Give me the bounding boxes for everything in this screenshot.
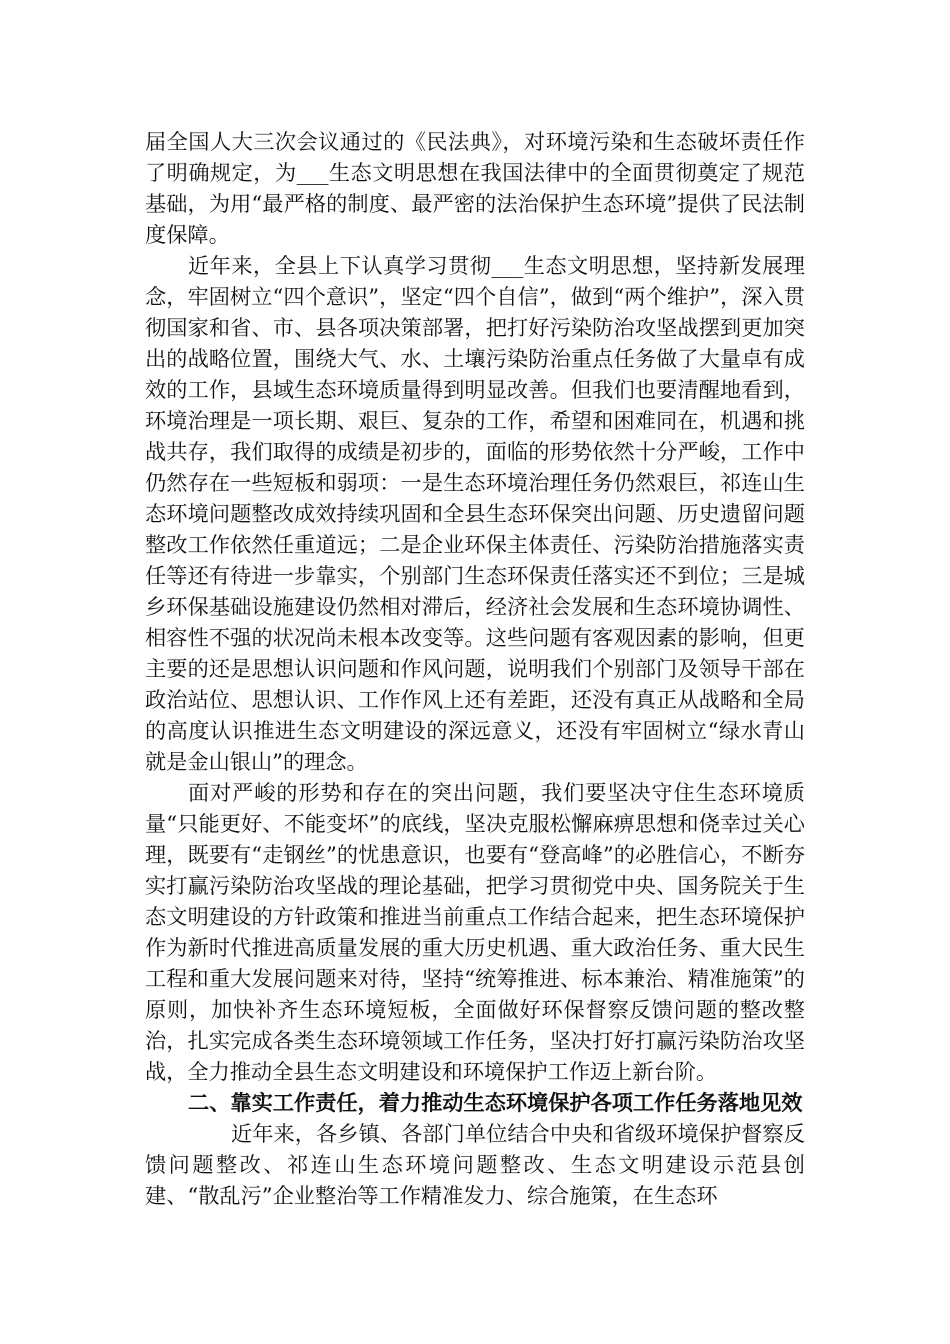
paragraph-continuation: 届全国人大三次会议通过的《民法典》，对环境污染和生态破坏责任作了明确规定，为___生态文明思想在我国法律中的全面贯彻奠定了规范基础，为用“最严格的制度、最严密的法治保护生态环境”提供了民法制度保障。 (145, 129, 805, 247)
paragraph-section-2-intro: 近年来，各乡镇、各部门单位结合中央和省级环境保护督察反馈问题整改、祁连山生态环境问题整改、生态文明建设示范县创建、“散乱污”企业整治等工作精准发力、综合施策，在生态环 (145, 1121, 805, 1208)
paragraph-response-measures: 面对严峻的形势和存在的突出问题，我们要坚决守住生态环境质量“只能更好、不能变坏”的底线，坚决克服松懈麻痹思想和侥幸过关心理，既要有“走钢丝”的忧患意识，也要有“登高峰”的必胜信心，不断夯实打赢污染防治攻坚战的理论基础，把学习贯彻党中央、国务院关于生态文明建设的方针政策和推进当前重点工作结合起来，把生态环境保护作为新时代推进高质量发展的重大历史机遇、重大政治任务、重大民生工程和重大发展问题来对待，坚持“统筹推进、标本兼治、精准施策”的原则，加快补齐生态环境短板，全面做好环保督察反馈问题的整改整治，扎实完成各类生态环境领域工作任务，坚决打好打赢污染防治攻坚战，全力推动全县生态文明建设和环境保护工作迈上新台阶。 (145, 780, 805, 1084)
paragraph-progress-and-problems: 近年来，全县上下认真学习贯彻___生态文明思想，坚持新发展理念，牢固树立“四个意识”，坚定“四个自信”，做到“两个维护”，深入贯彻国家和省、市、县各项决策部署，把打好污染防治攻坚战摆到更加突出的战略位置，围绕大气、水、土壤污染防治重点任务做了大量卓有成效的工作，县域生态环境质量得到明显改善。但我们也要清醒地看到，环境治理是一项长期、艰巨、复杂的工作，希望和困难同在，机遇和挑战共存，我们取得的成绩是初步的，面临的形势依然十分严峻，工作中仍然存在一些短板和弱项：一是生态环境治理任务仍然艰巨，祁连山生态环境问题整改成效持续巩固和全县生态环保突出问题、历史遗留问题整改工作依然任重道远；二是企业环保主体责任、污染防治措施落实责任等还有待进一步靠实，个别部门生态环保责任落实还不到位；三是城乡环保基础设施建设仍然相对滞后，经济社会发展和生态环境协调性、相容性不强的状况尚未根本改变等。这些问题有客观因素的影响，但更主要的还是思想认识问题和作风问题，说明我们个别部门及领导干部在政治站位、思想认识、工作作风上还有差距，还没有真正从战略和全局的高度认识推进生态文明建设的深远意义，还没有牢固树立“绿水青山就是金山银山”的理念。 (145, 253, 805, 774)
section-heading-2: 二、靠实工作责任，着力推动生态环境保护各项工作任务落地见效 (188, 1090, 803, 1115)
document-body (145, 126, 805, 1211)
